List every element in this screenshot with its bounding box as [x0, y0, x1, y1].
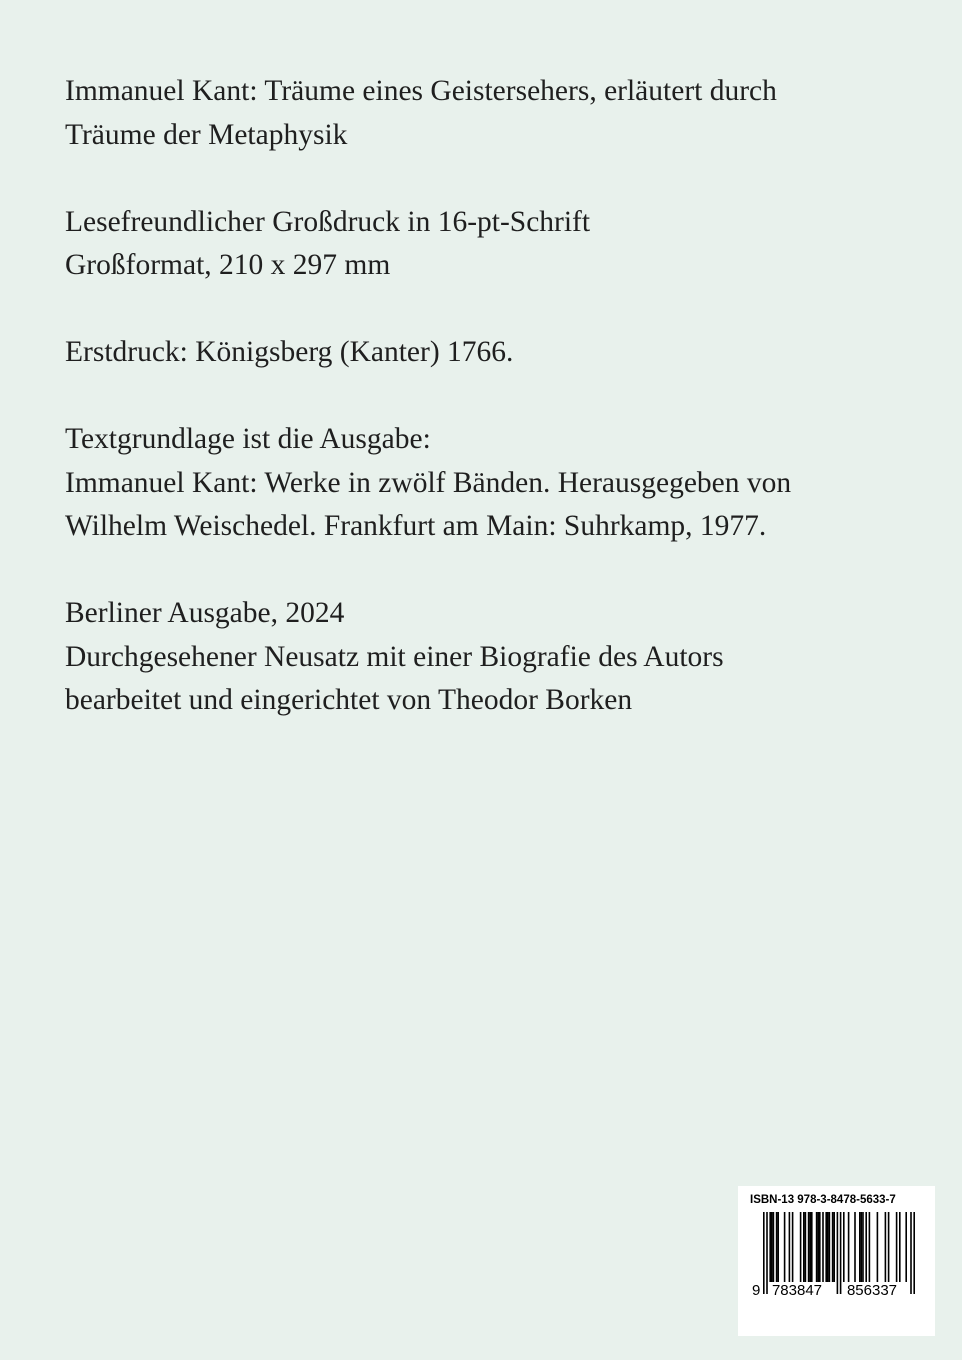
isbn-barcode-box — [738, 1186, 935, 1336]
barcode-bar — [809, 1212, 811, 1282]
barcode-image — [752, 1212, 922, 1298]
barcode-bar — [827, 1212, 829, 1282]
barcode-bar — [833, 1212, 835, 1282]
barcode-bar — [784, 1212, 786, 1282]
format-line-2: Großformat, 210 x 297 mm — [65, 249, 391, 281]
barcode-bar — [773, 1212, 775, 1282]
source-line-3: Wilhelm Weischedel. Frankfurt am Main: Suhrkamp, 1977. — [65, 510, 767, 542]
edition-line-3: bearbeitet und eingerichtet von Theodor Borken — [65, 684, 633, 716]
colophon-text — [65, 70, 925, 766]
barcode-bar — [776, 1212, 778, 1282]
barcode-bar — [805, 1212, 807, 1282]
barcode-bar — [789, 1212, 791, 1282]
title-line-2: Träume der Metaphysik — [65, 118, 348, 151]
barcode-bar — [848, 1212, 850, 1282]
barcode-bar — [854, 1212, 856, 1282]
edition-line-1: Berliner Ausgabe, 2024 — [65, 597, 345, 629]
barcode-bar — [822, 1212, 824, 1282]
barcode-bar — [885, 1212, 887, 1282]
barcode-bar — [905, 1212, 907, 1282]
barcode-bar — [837, 1212, 839, 1294]
isbn-label: ISBN-13 978-3-8478-5633-7 — [750, 1194, 896, 1206]
barcode-bar — [800, 1212, 802, 1282]
barcode-bar — [862, 1212, 864, 1282]
barcode-bar — [771, 1212, 773, 1282]
source-line-2: Immanuel Kant: Werke in zwölf Bänden. Herausgegeben von — [65, 466, 792, 499]
barcode-bar — [825, 1212, 827, 1282]
edition-line-2: Durchgesehener Neusatz mit einer Biografie des Autors — [65, 640, 724, 673]
barcode-bar — [808, 1212, 810, 1282]
barcode-digits-right: 856337 — [846, 1282, 898, 1298]
barcode-bar — [777, 1212, 779, 1282]
title-paragraph — [65, 70, 925, 157]
barcode-bar — [817, 1212, 819, 1282]
barcode-bar — [861, 1212, 863, 1282]
barcode-digit-first: 9 — [752, 1282, 761, 1298]
barcode-bar — [869, 1212, 871, 1282]
barcode-bar — [859, 1212, 861, 1282]
barcode-bar — [792, 1212, 794, 1282]
first-print-line: Erstdruck: Königsberg (Kanter) 1766. — [65, 336, 514, 368]
barcode-bar — [766, 1212, 768, 1294]
barcode-bar — [896, 1212, 898, 1282]
barcode-bar — [865, 1212, 867, 1282]
barcode-bar — [843, 1212, 845, 1282]
barcode-bar — [899, 1212, 901, 1282]
source-line-1: Textgrundlage ist die Ausgabe: — [65, 423, 431, 455]
format-paragraph — [65, 201, 925, 288]
barcode-bar — [769, 1212, 771, 1282]
barcode-bar — [832, 1212, 834, 1282]
barcode-bar — [803, 1212, 805, 1282]
title-line-1: Immanuel Kant: Träume eines Geistersehers, erläutert durch — [65, 75, 777, 107]
barcode-bar — [811, 1212, 813, 1282]
edition-paragraph — [65, 592, 925, 723]
format-line-1: Lesefreundlicher Großdruck in 16-pt-Schrift — [65, 205, 591, 238]
barcode-bar — [888, 1212, 890, 1282]
barcode-bar — [763, 1212, 765, 1294]
barcode-bar — [816, 1212, 818, 1282]
barcode-bar — [819, 1212, 821, 1282]
source-paragraph — [65, 418, 925, 549]
barcode-bar — [910, 1212, 912, 1294]
first-print-paragraph — [65, 331, 925, 375]
barcode-bar — [840, 1212, 842, 1294]
barcode-digits-left: 783847 — [771, 1282, 823, 1298]
barcode-bar — [913, 1212, 915, 1294]
barcode-bar — [877, 1212, 879, 1282]
barcode-bar — [829, 1212, 831, 1282]
